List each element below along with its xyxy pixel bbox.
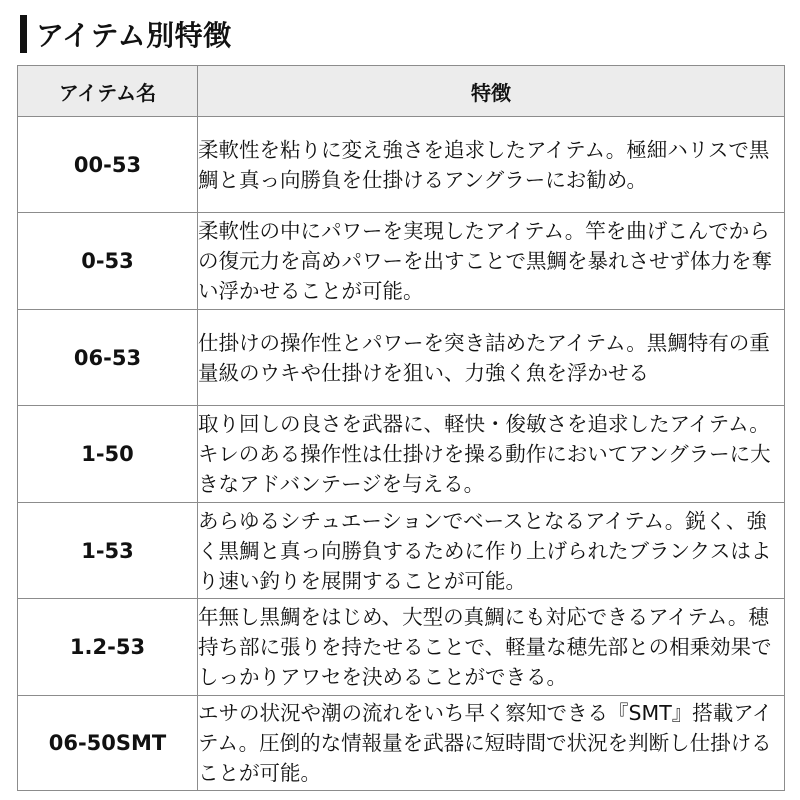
- table-row: [18, 310, 785, 406]
- item-name-cell: 06-50SMT: [18, 696, 198, 791]
- table-row: [18, 117, 785, 213]
- item-feature-cell: 仕掛けの操作性とパワーを突き詰めたアイテム。黒鯛特有の重量級のウキや仕掛けを狙い、力強く魚を浮かせる: [198, 310, 785, 406]
- item-name-cell: 1.2-53: [18, 599, 198, 696]
- table-header-row: [18, 66, 785, 117]
- page-title: アイテム別特徴: [36, 19, 232, 52]
- table-row: [18, 599, 785, 696]
- table-row: [18, 406, 785, 503]
- item-name-cell: 0-53: [18, 213, 198, 310]
- item-name-cell: 1-53: [18, 503, 198, 599]
- heading-accent-bar: [20, 15, 27, 53]
- column-header-item-name: アイテム名: [18, 66, 198, 117]
- item-feature-cell: 柔軟性の中にパワーを実現したアイテム。竿を曲げこんでからの復元力を高めパワーを出すことで黒鯛を暴れさせず体力を奪い浮かせることが可能。: [198, 213, 785, 310]
- item-features-table: [17, 65, 785, 791]
- table-row: [18, 213, 785, 310]
- table-row: [18, 696, 785, 791]
- table-row: [18, 503, 785, 599]
- item-name-cell: 06-53: [18, 310, 198, 406]
- item-feature-cell: 柔軟性を粘りに変え強さを追求したアイテム。極細ハリスで黒鯛と真っ向勝負を仕掛けるアングラーにお勧め。: [198, 117, 785, 213]
- item-name-cell: 00-53: [18, 117, 198, 213]
- item-name-cell: 1-50: [18, 406, 198, 503]
- item-feature-cell: あらゆるシチュエーションでベースとなるアイテム。鋭く、強く黒鯛と真っ向勝負するために作り上げられたブランクスはより速い釣りを展開することが可能。: [198, 503, 785, 599]
- item-feature-cell: エサの状況や潮の流れをいち早く察知できる『SMT』搭載アイテム。圧倒的な情報量を武器に短時間で状況を判断し仕掛けることが可能。: [198, 696, 785, 791]
- item-feature-cell: 年無し黒鯛をはじめ、大型の真鯛にも対応できるアイテム。穂持ち部に張りを持たせることで、軽量な穂先部との相乗効果でしっかりアワセを決めることができる。: [198, 599, 785, 696]
- column-header-feature: 特徴: [198, 66, 785, 117]
- section-heading: [20, 14, 232, 54]
- item-feature-cell: 取り回しの良さを武器に、軽快・俊敏さを追求したアイテム。キレのある操作性は仕掛けを操る動作においてアングラーに大きなアドバンテージを与える。: [198, 406, 785, 503]
